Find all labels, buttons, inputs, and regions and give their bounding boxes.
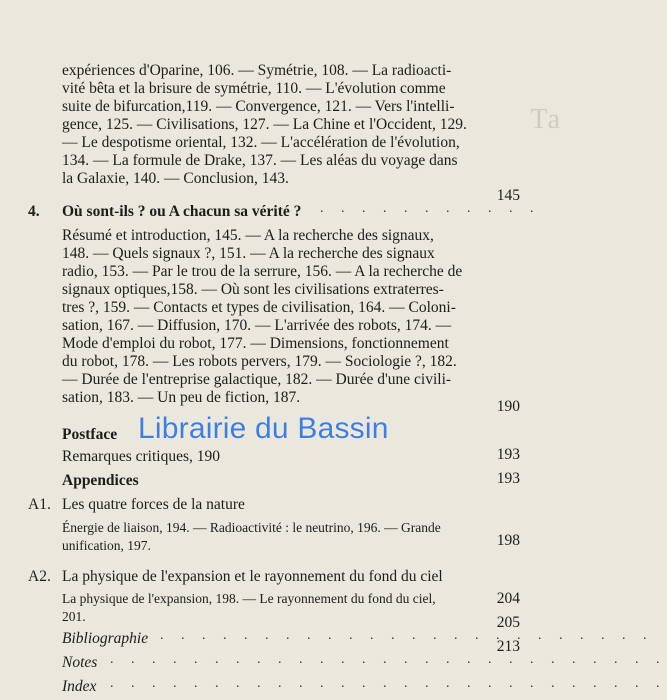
- chapter3-summary-line: suite de bifurcation,119. — Convergence, 121. — Vers l'intelli-: [62, 98, 455, 115]
- bibliographie-title: Bibliographie: [62, 630, 149, 647]
- remarques-entry: Remarques critiques, 190: [62, 448, 220, 465]
- chapter4-summary-line: 148. — Quels signaux ?, 151. — A la recherche des signaux: [62, 245, 435, 262]
- a2-sub-line: 201.: [62, 609, 86, 624]
- index-page: 213: [496, 638, 520, 655]
- a1-sub-line: Énergie de liaison, 194. — Radioactivité : le neutrino, 196. — Grande: [62, 520, 441, 535]
- chapter3-summary-line: 134. — La formule de Drake, 137. — Les aléas du voyage dans: [62, 152, 458, 169]
- index-title: Index: [62, 678, 97, 695]
- chapter4-summary-line: du robot, 178. — Les robots pervers, 179. — Sociologie ?, 182.: [62, 353, 457, 370]
- leader-dots: . . . . . . . . . . .: [320, 201, 541, 216]
- postface-title: Postface: [62, 426, 118, 443]
- chapter4-summary-line: tres ?, 159. — Contacts et types de civilisation, 164. — Coloni-: [62, 299, 456, 316]
- bleed-through-text: Ta: [530, 104, 562, 135]
- chapter4-summary-line: — Durée de l'entreprise galactique, 182. — Durée d'une civili-: [62, 371, 452, 388]
- appendices-title: Appendices: [62, 472, 139, 489]
- a1-title: Les quatre forces de la nature: [62, 496, 245, 513]
- chapter4-summary-line: signaux optiques,158. — Où sont les civilisations extraterres-: [62, 281, 444, 298]
- a2-page: 198: [496, 532, 520, 549]
- bibliographie-page: 204: [496, 590, 520, 607]
- leader-dots: . . . . . . . . . . . . . . . . . . . . . . . . . . .: [110, 652, 667, 667]
- a2-sub-line: La physique de l'expansion, 198. — Le rayonnement du fond du ciel,: [62, 591, 436, 606]
- chapter4-summary-line: sation, 183. — Un peu de fiction, 187.: [62, 389, 301, 406]
- a1-sub-line: unification, 197.: [62, 538, 151, 553]
- notes-page: 205: [496, 614, 520, 631]
- appendices-page: 193: [496, 446, 520, 463]
- chapter3-summary-line: expériences d'Oparine, 106. — Symétrie, 108. — La radioacti-: [62, 62, 452, 79]
- chapter3-summary-line: gence, 125. — Civilisations, 127. — La Chine et l'Occident, 129.: [62, 116, 467, 133]
- chapter4-summary-line: Résumé et introduction, 145. — A la recherche des signaux,: [62, 227, 434, 244]
- chapter3-summary-line: la Galaxie, 140. — Conclusion, 143.: [62, 170, 289, 187]
- chapter4-summary-line: sation, 167. — Diffusion, 170. — L'arrivée des robots, 174. —: [62, 317, 452, 334]
- chapter4-page: 145: [496, 187, 520, 204]
- a1-number: A1.: [28, 496, 51, 513]
- postface-page: 190: [496, 398, 520, 415]
- watermark-logo: Librairie du Bassin: [138, 412, 389, 445]
- chapter4-summary-line: Mode d'emploi du robot, 177. — Dimensions, fonctionnement: [62, 335, 449, 352]
- chapter4-number: 4.: [28, 203, 40, 220]
- a2-number: A2.: [28, 568, 51, 585]
- chapter3-summary-line: vité bêta et la brisure de symétrie, 110. — L'évolution comme: [62, 80, 446, 97]
- chapter4-summary-line: radio, 153. — Par le trou de la serrure, 156. — A la recherche de: [62, 263, 463, 280]
- notes-title: Notes: [62, 654, 98, 671]
- leader-dots: . . . . . . . . . . . . . . . . . . . . . . . .: [160, 628, 654, 643]
- chapter3-summary-line: — Le despotisme oriental, 132. — L'accélération de l'évolution,: [62, 134, 460, 151]
- a1-page: 193: [496, 470, 520, 487]
- a2-title: La physique de l'expansion et le rayonnement du fond du ciel: [62, 568, 443, 585]
- leader-dots: . . . . . . . . . . . . . . . . . . . . . . . . . . .: [110, 676, 667, 691]
- chapter4-title: Où sont-ils ? ou A chacun sa vérité ?: [62, 203, 302, 220]
